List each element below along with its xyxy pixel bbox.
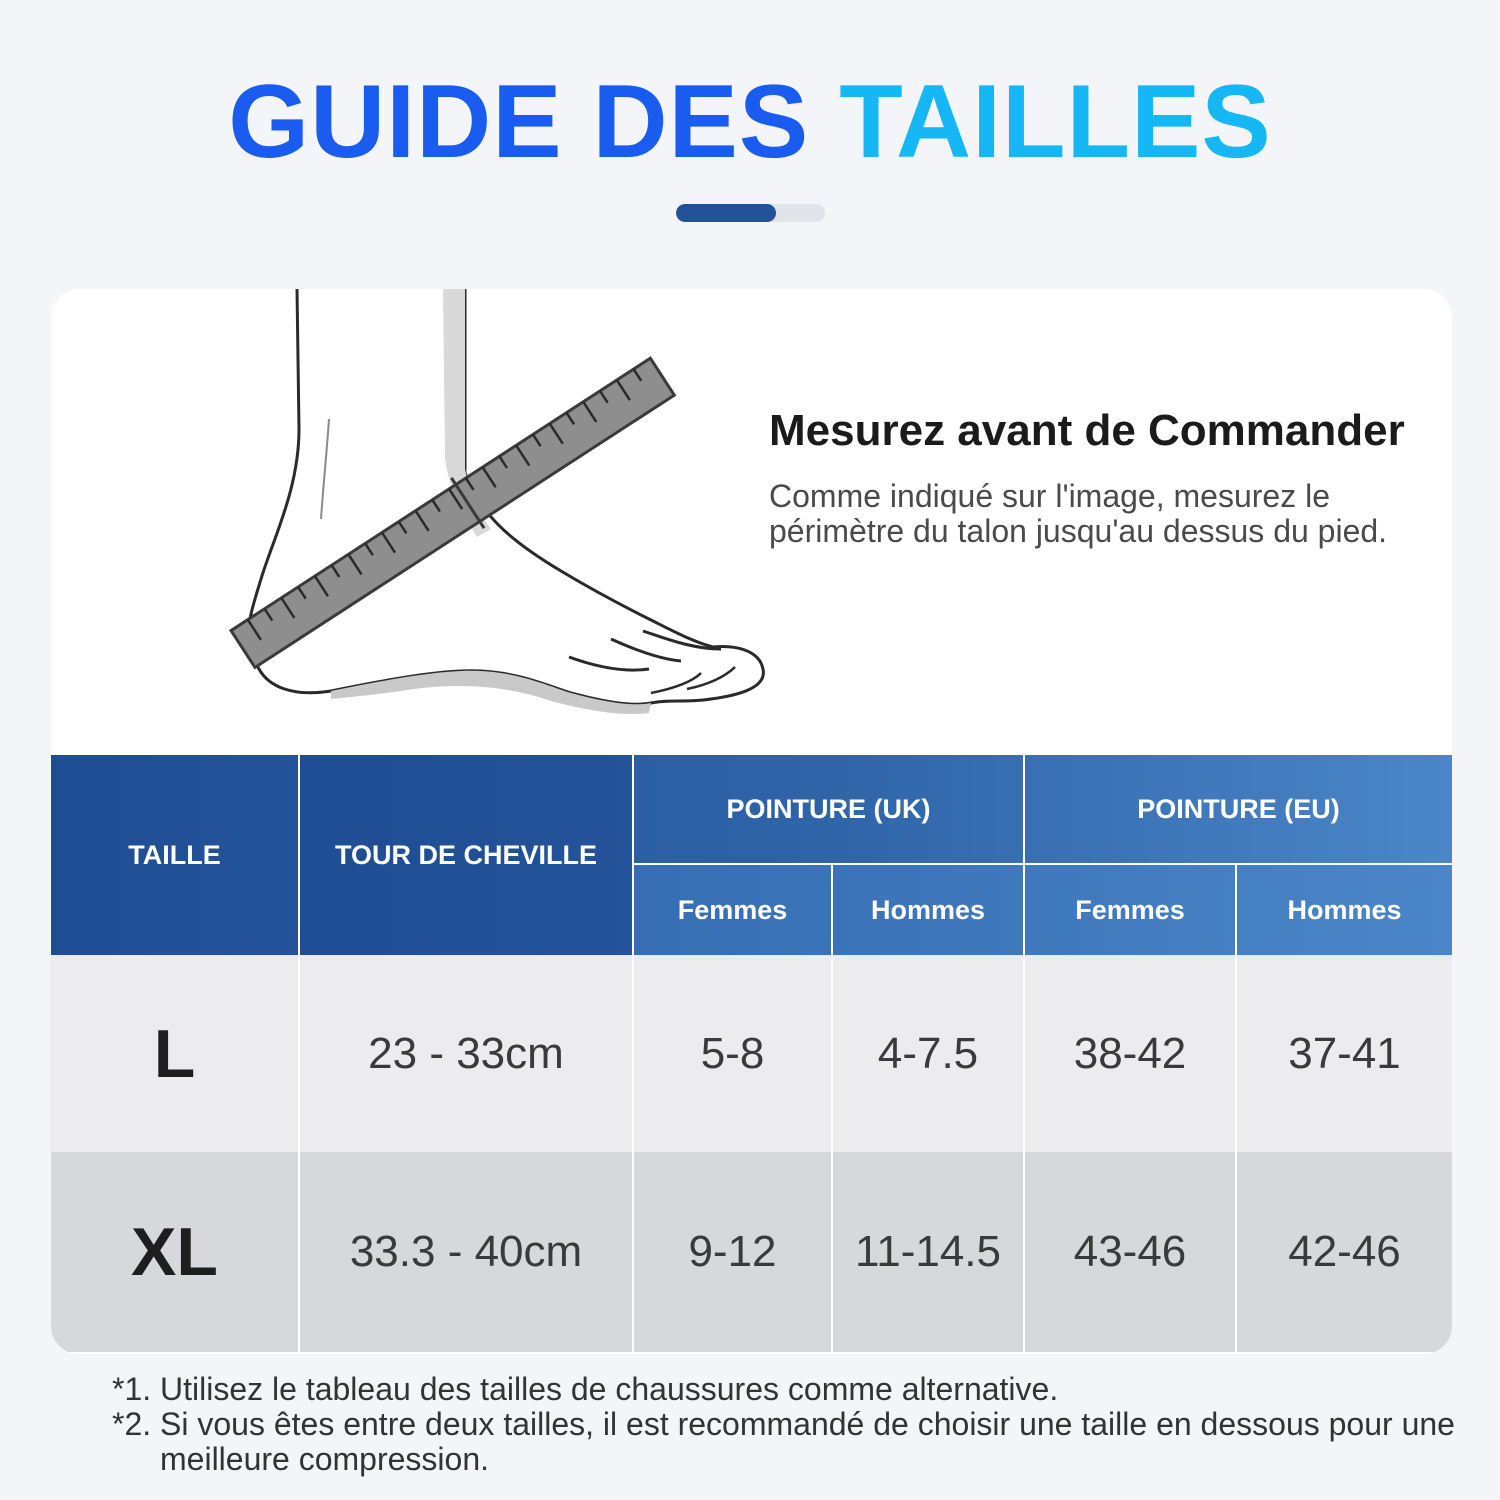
cell-eu-men: 42-46	[1236, 1152, 1452, 1352]
table-row	[51, 1152, 1452, 1352]
cell-uk-men: 4-7.5	[832, 955, 1024, 1152]
cell-uk-women: 5-8	[633, 955, 832, 1152]
footnote-number: *2.	[112, 1406, 152, 1442]
header-size: TAILLE	[51, 755, 299, 955]
title-part-1: GUIDE DES	[228, 64, 810, 180]
header-eu-shoe-size: POINTURE (EU)	[1137, 793, 1340, 824]
cell-ankle: 33.3 - 40cm	[299, 1152, 633, 1352]
footnote-text: Utilisez le tableau des tailles de chaussures comme alternative.	[160, 1371, 1059, 1407]
cell-size: XL	[51, 1152, 299, 1352]
header-uk-shoe-size: POINTURE (UK)	[633, 755, 1024, 864]
footnote-text: Si vous êtes entre deux tailles, il est recommandé de choisir une taille en dessous pour une meilleure compression.	[160, 1406, 1455, 1477]
title-progress-bar	[676, 204, 825, 222]
cell-ankle: 23 - 33cm	[299, 955, 633, 1152]
title-part-2: TAILLES	[839, 64, 1272, 180]
foot-measuring-tape-icon	[181, 289, 781, 749]
header-ankle-circumference: TOUR DE CHEVILLE	[299, 755, 633, 955]
page-title	[0, 64, 1500, 180]
cell-uk-women: 9-12	[633, 1152, 832, 1352]
cell-eu-women: 38-42	[1024, 955, 1236, 1152]
measure-title: Mesurez avant de Commander	[769, 406, 1405, 455]
table-row	[51, 955, 1452, 1152]
cell-eu-women: 43-46	[1024, 1152, 1236, 1352]
title-progress-fill	[676, 204, 776, 222]
header-eu-women: Femmes	[1024, 864, 1236, 955]
cell-size: L	[51, 955, 299, 1152]
size-table	[51, 755, 1452, 1352]
header-eu-men: Hommes	[1236, 864, 1452, 955]
cell-eu-men: 37-41	[1236, 955, 1452, 1152]
measure-instructions: Comme indiqué sur l'image, mesurez le périmètre du talon jusqu'au dessus du pied.	[769, 478, 1388, 549]
footnotes	[112, 1372, 1472, 1477]
footnote-number: *1.	[112, 1371, 152, 1407]
header-uk-women: Femmes	[633, 864, 832, 955]
header-uk-men: Hommes	[832, 864, 1024, 955]
footnote-1	[112, 1372, 1472, 1407]
footnote-2	[112, 1407, 1472, 1477]
cell-uk-men: 11-14.5	[832, 1152, 1024, 1352]
size-guide-card	[51, 289, 1452, 1354]
